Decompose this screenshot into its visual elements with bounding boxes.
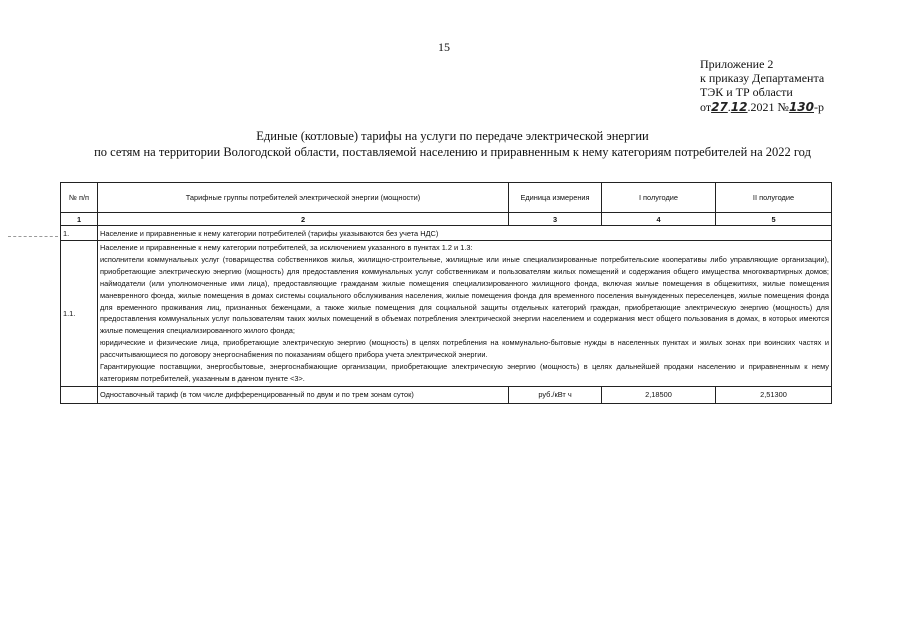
tariff-half2-value: 2,51300 bbox=[716, 386, 832, 403]
tariff-table bbox=[60, 182, 832, 404]
column-number: 1 bbox=[61, 213, 98, 226]
row-paragraph: Гарантирующие поставщики, энергосбытовые, энергоснабжающие организации, приобретающие электрическую энергию (мощность) в целях дальнейшей продажи населению и приравненным к нему категориям потребителей, указанным в данном пункте <3>. bbox=[100, 362, 829, 383]
page-number: 15 bbox=[438, 40, 450, 54]
appendix-line3: ТЭК и ТР области bbox=[700, 85, 793, 100]
column-number: 2 bbox=[98, 213, 509, 226]
tariff-label: Одноставочный тариф (в том числе дифференцированный по двум и по трем зонам суток) bbox=[98, 386, 509, 403]
header-half2: II полугодие bbox=[716, 183, 832, 213]
date-month-handwritten: 12 bbox=[730, 99, 748, 114]
document-title bbox=[40, 128, 865, 160]
column-number: 3 bbox=[509, 213, 602, 226]
tariff-row-number bbox=[61, 386, 98, 403]
section-row bbox=[61, 226, 832, 241]
section-number: 1. bbox=[61, 226, 98, 241]
row-paragraph: исполнители коммунальных услуг (товарищества собственников жилья, жилищно-строительные, жилищные или иные специализированные потребительские кооперативы либо управляющие организации), приобретающие электрическую энергию (мощность) для предоставления коммунальных услуг собственникам и пользователям жилых помещений и содержания общего имущества многоквартирных домов; наймодатели (или уполномоченные ими лица), предоставляющие гражданам жилые помещения специализированного жилищного фонда, включая жилые помещения в общежитиях, жилые помещения маневренного фонда, жилые помещения в домах системы социального обслуживания населения, жилые помещения фонда для временного поселения вынужденных переселенцев, жилые помещения фонда для временного проживания лиц, признанных беженцами, а также жилые помещения для социальной защиты отдельных категорий граждан, приобретающие электрическую энергию (мощность) для предоставления коммунальных услуг пользователям таких жилых помещений в объемах потребления электрической энергии населением и содержания мест общего пользования в домах, в которых имеются жилые помещения специализированного жилого фонда; bbox=[100, 254, 829, 336]
column-number-row bbox=[61, 213, 832, 226]
appendix-line1: Приложение 2 bbox=[700, 57, 774, 71]
section-text: Население и приравненные к нему категории потребителей (тарифы указываются без учета НДС) bbox=[98, 226, 832, 241]
date-year: .2021 № bbox=[747, 99, 789, 114]
row-number: 1.1. bbox=[61, 241, 98, 387]
appendix-date-line: от27.12.2021 №130-р bbox=[700, 99, 825, 114]
column-number: 5 bbox=[716, 213, 832, 226]
title-line2: по сетям на территории Вологодской области, поставляемой населению и приравненным к нему категориям потребителей на 2022 год bbox=[94, 145, 811, 159]
appendix-line2: к приказу Департамента bbox=[700, 71, 825, 86]
table-row bbox=[61, 241, 832, 387]
date-prefix: от bbox=[700, 99, 712, 114]
header-unit: Единица измерения bbox=[509, 183, 602, 213]
column-number: 4 bbox=[602, 213, 716, 226]
tariff-unit: руб./кВт ч bbox=[509, 386, 602, 403]
table-header-row bbox=[61, 183, 832, 213]
row-paragraph: юридические и физические лица, приобретающие электрическую энергию (мощность) в целях потребления на коммунально-бытовые нужды в населенных пунктах и жилых зонах при воинских частях и рассчитывающиеся по договору энергоснабжения по показаниям общего прибора учета электрической энергии. bbox=[100, 338, 829, 360]
header-half1: I полугодие bbox=[602, 183, 716, 213]
title-line1: Единые (котловые) тарифы на услуги по передаче электрической энергии bbox=[256, 129, 649, 143]
date-day-handwritten: 27 bbox=[711, 99, 728, 114]
tariff-row bbox=[61, 386, 832, 403]
order-suffix: -р bbox=[814, 99, 825, 114]
tariff-half1-value: 2,18500 bbox=[602, 386, 716, 403]
header-groups: Тарифные группы потребителей электрической энергии (мощности) bbox=[98, 183, 509, 213]
row-description bbox=[98, 241, 832, 387]
order-number-handwritten: 130 bbox=[788, 99, 815, 114]
margin-dashed-line bbox=[8, 236, 58, 237]
row-paragraph: Население и приравненные к нему категории потребителей, за исключением указанного в пунктах 1.2 и 1.3: bbox=[100, 243, 473, 252]
header-number: № п/п bbox=[61, 183, 98, 213]
appendix-block bbox=[700, 57, 824, 114]
